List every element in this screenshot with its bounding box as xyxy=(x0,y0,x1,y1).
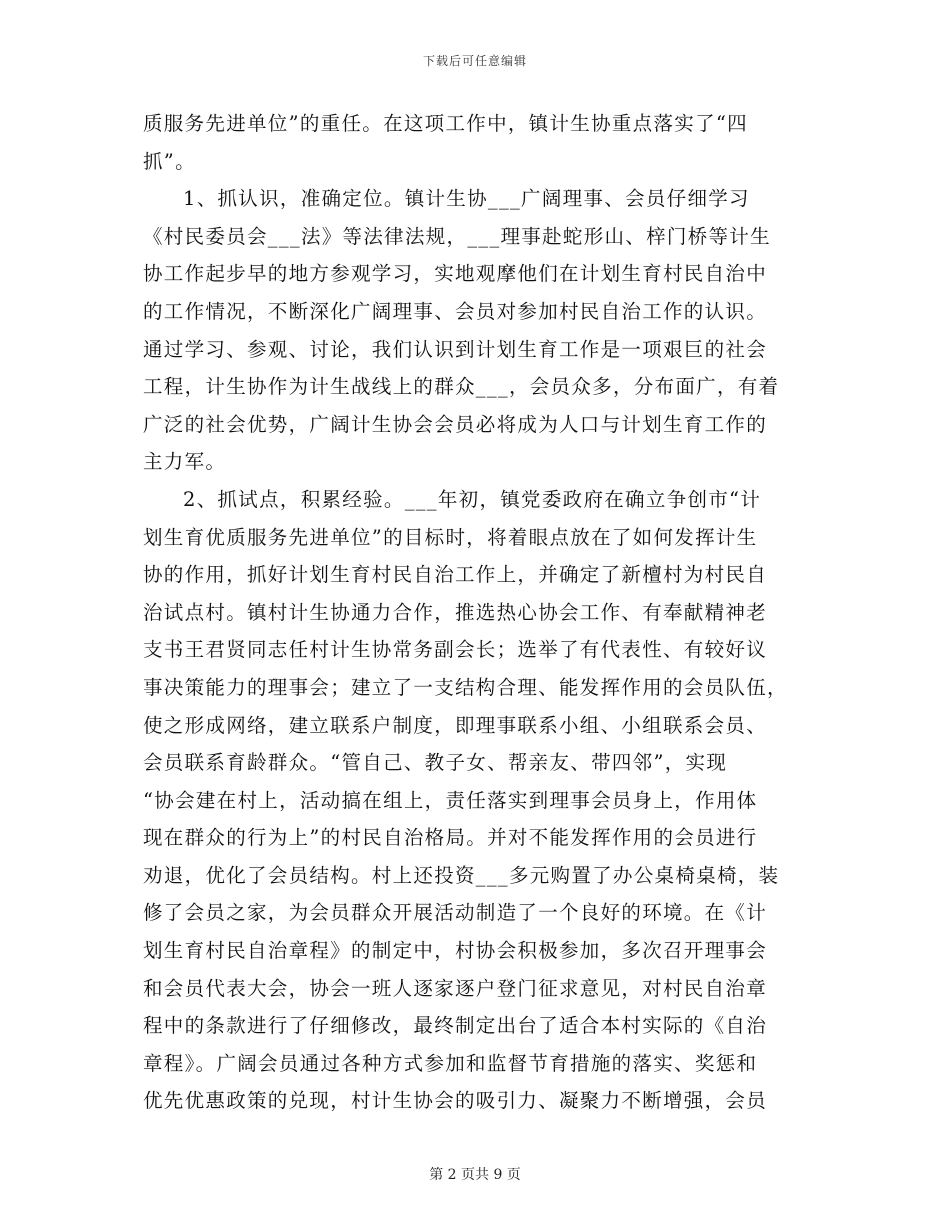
text-line: 主力军。 xyxy=(143,450,227,474)
text-line: 事决策能力的理事会；建立了一支结构合理、能发挥作用的会员队伍， xyxy=(143,675,788,699)
page-number-footer: 第 2 页共 9 页 xyxy=(429,1167,521,1183)
text-line: 支书王君贤同志任村计生协常务副会长；选举了有代表性、有较好议 xyxy=(143,638,768,662)
paragraph-start-line: 1、抓认识，准确定位。镇计生协___广阔理事、会员仔细学习 xyxy=(183,187,750,211)
text-line: 现在群众的行为上”的村民自治格局。并对不能发挥作用的会员进行 xyxy=(143,826,758,850)
text-line: 划生育村民自治章程》的制定中，村协会积极参加，多次召开理事会 xyxy=(143,939,768,963)
text-line: 优先优惠政策的兑现，村计生协会的吸引力、凝聚力不断增强，会员 xyxy=(143,1089,768,1113)
text-line: 修了会员之家，为会员群众开展活动制造了一个良好的环境。在《计 xyxy=(143,901,768,925)
page-header: 下载后可任意编辑 xyxy=(422,54,527,68)
document-body xyxy=(143,105,803,1120)
text-line: 协的作用，抓好计划生育村民自治工作上，并确定了新檀村为村民自 xyxy=(143,563,768,587)
text-line: 抓”。 xyxy=(143,149,196,173)
text-line: 通过学习、参观、讨论，我们认识到计划生育工作是一项艰巨的社会 xyxy=(143,337,768,361)
text-line: 劝退，优化了会员结构。村上还投资___多元购置了办公桌椅桌椅，装 xyxy=(143,863,780,887)
text-line: 的工作情况，不断深化广阔理事、会员对参加村民自治工作的认识。 xyxy=(143,299,768,323)
text-line: 和会员代表大会，协会一班人逐家逐户登门征求意见，对村民自治章 xyxy=(143,976,768,1000)
text-line: 协工作起步早的地方参观学习，实地观摩他们在计划生育村民自治中 xyxy=(143,262,768,286)
text-line: 使之形成网络，建立联系户制度，即理事联系小组、小组联系会员、 xyxy=(143,713,768,737)
text-line: 治试点村。镇村计生协通力合作，推选热心协会工作、有奉献精神老 xyxy=(143,600,768,624)
text-line: 广泛的社会优势，广阔计生协会会员必将成为人口与计划生育工作的 xyxy=(143,412,768,436)
text-line: 章程》。广阔会员通过各种方式参加和监督节育措施的落实、奖惩和 xyxy=(143,1051,758,1075)
text-line: 程中的条款进行了仔细修改，最终制定出台了适合本村实际的《自治 xyxy=(143,1014,768,1038)
text-line: 划生育优质服务先进单位”的目标时，将着眼点放在了如何发挥计生 xyxy=(143,525,758,549)
text-line: 工程，计生协作为计生战线上的群众___，会员众多，分布面广，有着 xyxy=(143,375,780,399)
text-line: “协会建在村上，活动搞在组上，责任落实到理事会员身上，作用体 xyxy=(143,788,758,812)
text-line: 质服务先进单位”的重任。在这项工作中，镇计生协重点落实了“四 xyxy=(143,112,748,135)
text-line: 会员联系育龄群众。“管自己、教子女、帮亲友、带四邻”，实现 xyxy=(143,751,728,775)
paragraph-start-line: 2、抓试点，积累经验。___年初，镇党委政府在确立争创市“计 xyxy=(183,487,762,511)
text-line: 《村民委员会___法》等法律法规，___理事赴蛇形山、梓门桥等计生 xyxy=(143,224,771,248)
